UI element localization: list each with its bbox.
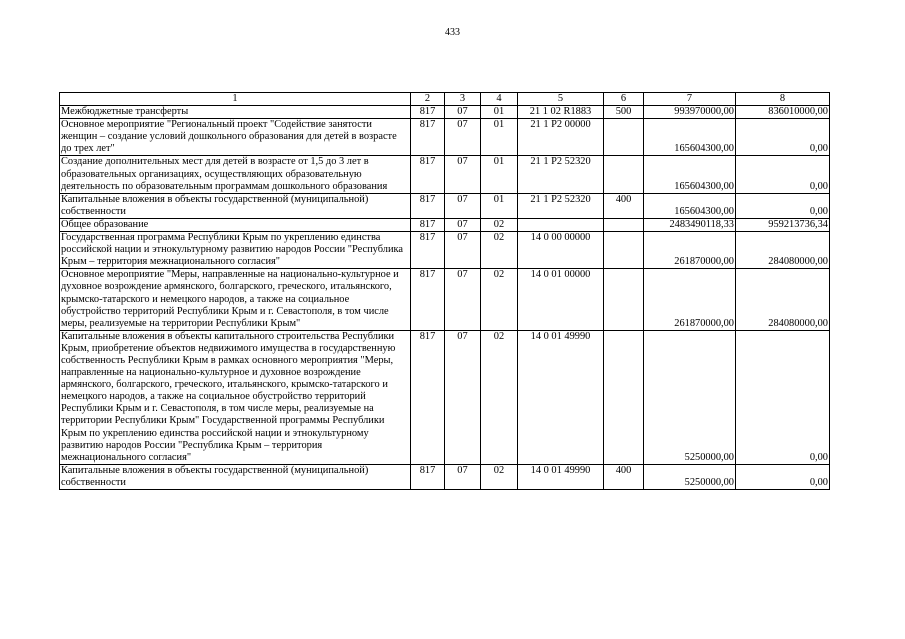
row-amount-8: 0,00 bbox=[736, 330, 830, 464]
row-code-4: 01 bbox=[481, 119, 518, 156]
row-code-6 bbox=[604, 218, 644, 231]
row-code-6 bbox=[604, 232, 644, 269]
row-name: Капитальные вложения в объекты государственной (муниципальной) собственности bbox=[60, 464, 411, 489]
row-code-6: 400 bbox=[604, 193, 644, 218]
row-amount-7: 165604300,00 bbox=[644, 156, 736, 193]
row-code-3: 07 bbox=[445, 330, 481, 464]
column-header: 4 bbox=[481, 93, 518, 106]
row-code-6 bbox=[604, 156, 644, 193]
row-code-4: 02 bbox=[481, 232, 518, 269]
column-header: 3 bbox=[445, 93, 481, 106]
row-code-5: 21 1 02 R1883 bbox=[518, 106, 604, 119]
row-code-3: 07 bbox=[445, 106, 481, 119]
table-row bbox=[60, 232, 830, 269]
row-amount-7: 261870000,00 bbox=[644, 232, 736, 269]
row-code-4: 02 bbox=[481, 269, 518, 330]
row-code-6 bbox=[604, 119, 644, 156]
row-code-3: 07 bbox=[445, 156, 481, 193]
row-name: Общее образование bbox=[60, 218, 411, 231]
row-amount-7: 5250000,00 bbox=[644, 464, 736, 489]
row-code-2: 817 bbox=[411, 464, 445, 489]
row-code-5: 21 1 P2 52320 bbox=[518, 156, 604, 193]
column-header: 6 bbox=[604, 93, 644, 106]
column-header: 8 bbox=[736, 93, 830, 106]
column-header: 5 bbox=[518, 93, 604, 106]
table-header-row bbox=[60, 93, 830, 106]
row-amount-8: 0,00 bbox=[736, 119, 830, 156]
table-row bbox=[60, 106, 830, 119]
row-code-3: 07 bbox=[445, 119, 481, 156]
row-amount-7: 2483490118,33 bbox=[644, 218, 736, 231]
row-code-4: 02 bbox=[481, 330, 518, 464]
row-amount-8: 959213736,34 bbox=[736, 218, 830, 231]
row-code-4: 02 bbox=[481, 218, 518, 231]
row-code-2: 817 bbox=[411, 218, 445, 231]
row-name: Основное мероприятие "Региональный проект "Содействие занятости женщин – создание условий дошкольного образования для детей в возрасте до трех лет" bbox=[60, 119, 411, 156]
row-code-2: 817 bbox=[411, 156, 445, 193]
row-code-2: 817 bbox=[411, 232, 445, 269]
row-code-2: 817 bbox=[411, 330, 445, 464]
table-row bbox=[60, 218, 830, 231]
row-code-6 bbox=[604, 269, 644, 330]
table-row bbox=[60, 269, 830, 330]
column-header: 1 bbox=[60, 93, 411, 106]
row-name: Государственная программа Республики Крым по укреплению единства российской нации и этнокультурному развитию народов России "Республика Крым – территория межнационального согласия" bbox=[60, 232, 411, 269]
row-code-5: 14 0 01 49990 bbox=[518, 330, 604, 464]
row-code-6: 500 bbox=[604, 106, 644, 119]
table-row bbox=[60, 119, 830, 156]
row-name: Межбюджетные трансферты bbox=[60, 106, 411, 119]
row-code-4: 02 bbox=[481, 464, 518, 489]
row-code-3: 07 bbox=[445, 269, 481, 330]
row-code-5 bbox=[518, 218, 604, 231]
row-code-2: 817 bbox=[411, 106, 445, 119]
row-name: Создание дополнительных мест для детей в возрасте от 1,5 до 3 лет в образовательных организациях, осуществляющих образовательную деятельность по образовательным программам дошкольного образования bbox=[60, 156, 411, 193]
row-amount-8: 0,00 bbox=[736, 193, 830, 218]
table-row bbox=[60, 156, 830, 193]
row-code-4: 01 bbox=[481, 106, 518, 119]
row-code-5: 21 1 P2 00000 bbox=[518, 119, 604, 156]
row-code-3: 07 bbox=[445, 464, 481, 489]
column-header: 2 bbox=[411, 93, 445, 106]
row-code-4: 01 bbox=[481, 193, 518, 218]
row-code-2: 817 bbox=[411, 269, 445, 330]
row-amount-7: 261870000,00 bbox=[644, 269, 736, 330]
row-code-3: 07 bbox=[445, 193, 481, 218]
row-amount-7: 5250000,00 bbox=[644, 330, 736, 464]
row-code-3: 07 bbox=[445, 232, 481, 269]
row-code-5: 21 1 P2 52320 bbox=[518, 193, 604, 218]
table-row bbox=[60, 464, 830, 489]
row-amount-8: 0,00 bbox=[736, 156, 830, 193]
row-name: Основное мероприятие "Меры, направленные на национально-культурное и духовное возрождение армянского, болгарского, греческого, итальянского, крымско-татарского и немецкого народов, а также на социальное обустройство территорий Республики Крым и г. Севастополя, в том числе меры, реализуемые на территории Республики Крым" bbox=[60, 269, 411, 330]
row-code-5: 14 0 01 00000 bbox=[518, 269, 604, 330]
row-code-2: 817 bbox=[411, 193, 445, 218]
column-header: 7 bbox=[644, 93, 736, 106]
page-number: 433 bbox=[445, 27, 460, 38]
table-row bbox=[60, 330, 830, 464]
table-row bbox=[60, 193, 830, 218]
row-code-3: 07 bbox=[445, 218, 481, 231]
row-code-6: 400 bbox=[604, 464, 644, 489]
row-amount-8: 284080000,00 bbox=[736, 269, 830, 330]
row-name: Капитальные вложения в объекты государственной (муниципальной) собственности bbox=[60, 193, 411, 218]
row-name: Капитальные вложения в объекты капитального строительства Республики Крым, приобретение объектов недвижимого имущества в государственную собственность Республики Крым в рамках основного мероприятия "Меры, направленные на национально-культурное и духовное возрождение армянского, болгарского, греческого, итальянского, крымско-татарского и немецкого народов, а также на социальное обустройство территорий Республики Крым и г. Севастополя, в том числе меры, реализуемые на территории Республики Крым" Государственной программы Республики Крым по укреплению единства российской нации и этнокультурному развитию народов России "Республика Крым – территория межнационального согласия" bbox=[60, 330, 411, 464]
row-code-5: 14 0 00 00000 bbox=[518, 232, 604, 269]
row-code-2: 817 bbox=[411, 119, 445, 156]
row-amount-8: 836010000,00 bbox=[736, 106, 830, 119]
row-amount-8: 0,00 bbox=[736, 464, 830, 489]
row-amount-8: 284080000,00 bbox=[736, 232, 830, 269]
row-amount-7: 165604300,00 bbox=[644, 193, 736, 218]
row-amount-7: 993970000,00 bbox=[644, 106, 736, 119]
row-code-4: 01 bbox=[481, 156, 518, 193]
row-code-6 bbox=[604, 330, 644, 464]
row-code-5: 14 0 01 49990 bbox=[518, 464, 604, 489]
row-amount-7: 165604300,00 bbox=[644, 119, 736, 156]
budget-table bbox=[59, 92, 830, 490]
